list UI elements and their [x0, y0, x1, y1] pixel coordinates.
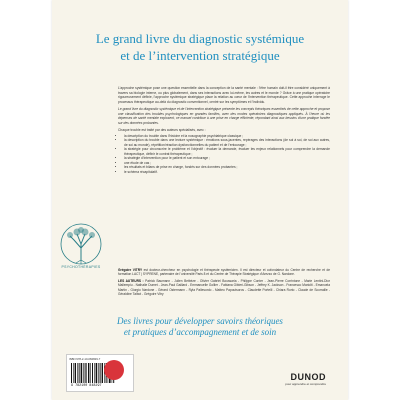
publisher-name: DUNOD — [290, 372, 326, 382]
bullet-item: • les résultats et bilans de prise en charge, fondés sur des données probantes ; — [124, 165, 330, 170]
collection-label: PSYCHOTHÉRAPIES — [61, 265, 101, 269]
barcode — [66, 354, 134, 392]
isbn-number: 9 782100 848297 — [71, 384, 102, 388]
bullet-item: • la stratégie d’intervention pour le patient et son entourage ; — [124, 156, 330, 161]
barcode-header: ISBN 978-2-10-084829-7 — [69, 357, 101, 361]
book-back-cover — [52, 0, 348, 400]
authors-section — [118, 268, 330, 298]
description-paragraph-1: L’approche systémique pose une question essentielle dans la conception de la santé mentale : l’être humain doit-il être considéré uniquement à travers sa biologie interne, ou plus globalement, dans ses interactions avec lui-même, les autres et le monde ? Grâce à une pratique opératoire rigoureusement définie, l’approche systémique stratégique place la relation au cœur de l’intervention thérapeutique. Cette approche interroge le processus thérapeutique au-delà du diagnostic conventionnel, centré sur les symptômes et l’individu. — [118, 86, 330, 104]
bullet-item: • la description du trouble dans une lecture systémique : émotions sous-jacentes, repérages des interactions (de soi à soi, de soi aux autres, de soi au monde), répétition/réaction dysfonctionnelles du patient et de l’entourage ; — [124, 138, 330, 147]
author-bio: est docteur-chercheur en psychologie et thérapeute systémicien. Il est directeur et cofondateur du Centre de recherche et de formation LACT | SYPRENE, partenaire de l’université Paris 8 et du Centre de Thérapie Stratégique d’Arezzo de G. Nardone. — [118, 268, 330, 277]
bullet-item: • une étude de cas ; — [124, 161, 330, 166]
bullet-item: • le schéma récapitulatif. — [124, 170, 330, 175]
authors-list: Patrick Baumann - Julien Betbèze - Olivier Gabriel Boussaria - Philippe Conter - Jean-Pierre Corrintone - Marie Lentini-Dior Mallempiu - Nathalie Dumet - Jean-Paul Gaillard - Emmanuelle Gollier - Fabiana Gibieri-Gibson - Jeffrey K. Jackson - Francesco Mariolti - Emanuela Martin - Giorgio Nardone - Gérard Ostermann - Ryla Pallesordo - Matteo Papoutsoros - Claudette Portelli - Chiara Rorto - Claude de Scorraille - Géraldine Talbot - Grégoire Vitry — [118, 278, 330, 297]
book-title-line-1: Le grand livre du diagnostic systémique — [95, 31, 305, 46]
red-seal-icon — [104, 360, 124, 380]
authors-list-paragraph — [118, 279, 330, 297]
book-title-line-2: et de l’intervention stratégique — [120, 48, 280, 63]
collection-tagline — [62, 316, 338, 338]
description-paragraph-2: Le grand livre du diagnostic systémique et de l’intervention stratégique présente les concepts théoriques essentiels de cette approche et propose une classification des troubles psychologiques en grandes familles, avec des modes opératoires diagnostiques appliqués. À l’heure où les dépenses de santé mentale explosent, ce manuel contribue à une prise en charge efficiente, répondant ainsi aux besoins d’une pratique fondée sur des données probantes. — [118, 107, 330, 125]
tagline-line-2: et pratiques d’accompagnement et de soin — [123, 327, 277, 337]
book-title — [62, 30, 338, 64]
author-name: Grégoire VITRY — [118, 268, 143, 272]
bullet-item: • la description du trouble dans l’histoire et la nosographie psychiatrique classique ; — [124, 134, 330, 139]
tagline-line-1: Des livres pour développer savoirs théoriques — [117, 316, 283, 326]
authors-label: LES AUTEURS : — [118, 278, 144, 283]
tree-logo-icon — [58, 222, 104, 266]
description-bullet-list — [118, 134, 330, 175]
description-paragraph-3: Chaque trouble est traité par des auteurs spécialisés, avec : — [118, 128, 206, 132]
publisher-logo — [285, 372, 326, 386]
author-bio-paragraph — [118, 268, 330, 277]
publisher-tagline: pour apprendre et comprendre — [285, 382, 326, 386]
bullet-item: • la stratégie pour circonscrire le problème et l’objectif : évaluer la demande, évaluer les enjeux relationnels pour comprendre la demande thérapeutique, définir le contrat thérapeutique ; — [124, 147, 330, 156]
description-text — [118, 86, 330, 174]
